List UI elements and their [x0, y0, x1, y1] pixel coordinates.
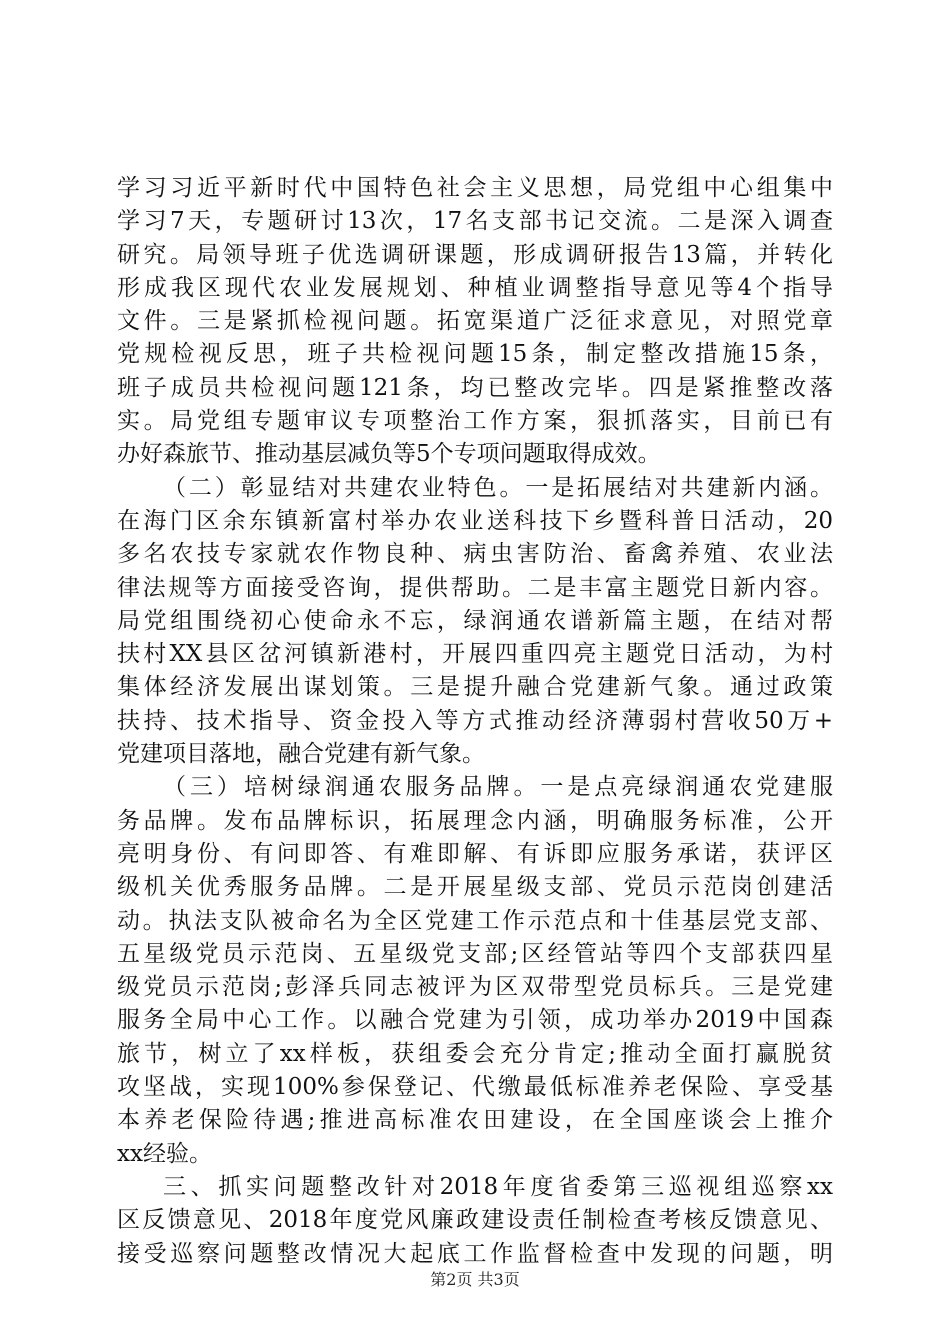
text-line: 旅节，树立了xx样板，获组委会充分肯定;推动全面打赢脱贫	[117, 1040, 833, 1067]
text-line: xx经验。	[117, 1140, 212, 1167]
text-line: 多名农技专家就农作物良种、病虫害防治、畜禽养殖、农业法	[117, 541, 833, 568]
text-line: （三）培树绿润通农服务品牌。一是点亮绿润通农党建服	[163, 774, 833, 801]
text-line: 扶村XX县区岔河镇新港村，开展四重四亮主题党日活动，为村	[117, 641, 833, 668]
text-line: 文件。三是紧抓检视问题。拓宽渠道广泛征求意见，对照党章	[117, 308, 833, 335]
text-line: 五星级党员示范岗、五星级党支部;区经管站等四个支部获四星	[117, 940, 833, 967]
text-line: 研究。局领导班子优选调研课题，形成调研报告13篇，并转化	[117, 241, 833, 268]
body-text	[117, 172, 833, 1271]
text-line: 本养老保险待遇;推进高标准农田建设，在全国座谈会上推介	[117, 1107, 833, 1134]
text-line: 在海门区余东镇新富村举办农业送科技下乡暨科普日活动，20	[117, 507, 833, 534]
text-line: 集体经济发展出谋划策。三是提升融合党建新气象。通过政策	[117, 674, 833, 701]
text-line: 级机关优秀服务品牌。二是开展星级支部、党员示范岗创建活	[117, 874, 833, 901]
text-line: 攻坚战，实现100%参保登记、代缴最低标准养老保险、享受基	[117, 1074, 833, 1101]
text-line: 学习7天，专题研讨13次，17名支部书记交流。二是深入调查	[117, 208, 833, 235]
text-line: 三、抓实问题整改针对2018年度省委第三巡视组巡察xx	[163, 1173, 833, 1200]
text-line: 接受巡察问题整改情况大起底工作监督检查中发现的问题，明	[117, 1240, 833, 1267]
text-line: 动。执法支队被命名为全区党建工作示范点和十佳基层党支部、	[117, 907, 833, 934]
text-line: 区反馈意见、2018年度党风廉政建设责任制检查考核反馈意见、	[117, 1207, 833, 1234]
text-line: 级党员示范岗;彭泽兵同志被评为区双带型党员标兵。三是党建	[117, 974, 833, 1001]
page-number-label: 第2页 共3页	[430, 1270, 520, 1289]
text-line: 服务全局中心工作。以融合党建为引领，成功举办2019中国森	[117, 1007, 833, 1034]
text-line: 学习习近平新时代中国特色社会主义思想，局党组中心组集中	[117, 175, 833, 201]
text-line: 亮明身份、有问即答、有难即解、有诉即应服务承诺，获评区	[117, 840, 833, 867]
text-line: 党建项目落地，融合党建有新气象。	[117, 741, 485, 768]
text-line: 班子成员共检视问题121条，均已整改完毕。四是紧推整改落	[117, 374, 833, 401]
text-line: （二）彰显结对共建农业特色。一是拓展结对共建新内涵。	[163, 474, 833, 501]
page-footer	[0, 1270, 950, 1290]
text-line: 局党组围绕初心使命永不忘，绿润通农谱新篇主题，在结对帮	[117, 607, 833, 634]
text-line: 扶持、技术指导、资金投入等方式推动经济薄弱村营收50万+	[117, 707, 833, 734]
text-line: 务品牌。发布品牌标识，拓展理念内涵，明确服务标准，公开	[117, 807, 833, 834]
text-line: 实。局党组专题审议专项整治工作方案，狠抓落实，目前已有	[117, 408, 833, 435]
text-line: 形成我区现代农业发展规划、种植业调整指导意见等4个指导	[117, 274, 833, 301]
text-line: 党规检视反思，班子共检视问题15条，制定整改措施15条，	[117, 341, 833, 368]
text-line: 办好森旅节、推动基层减负等5个专项问题取得成效。	[117, 441, 661, 468]
text-line: 律法规等方面接受咨询，提供帮助。二是丰富主题党日新内容。	[117, 574, 833, 601]
